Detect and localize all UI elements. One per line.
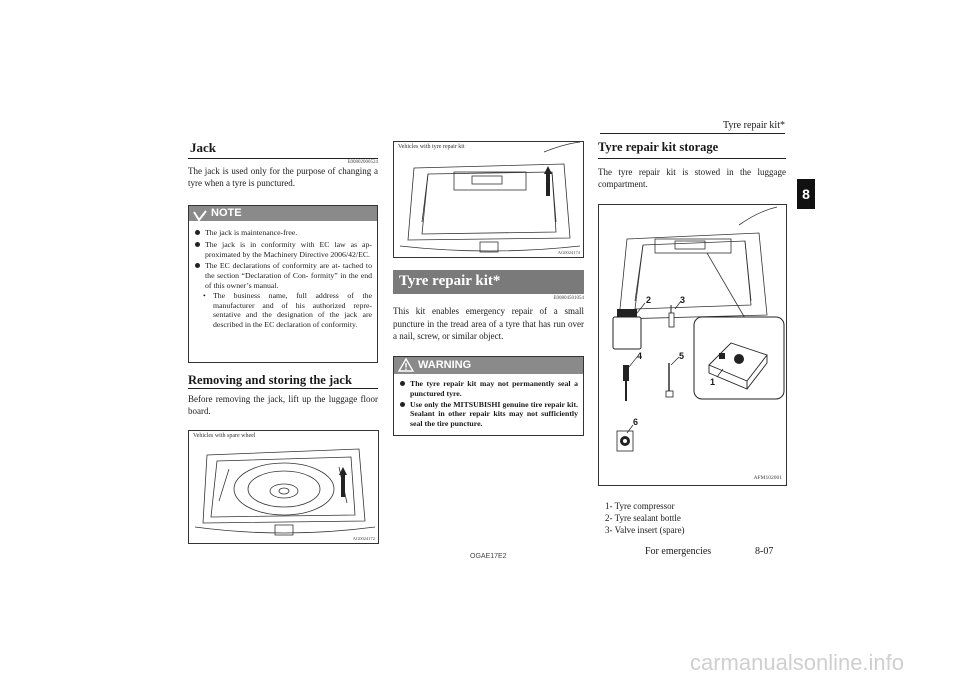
callout-label: 3 [680,295,686,305]
figure-id: AG0024174 [557,250,580,255]
storage-body: The tyre repair kit is stowed in the luggage compartment. [598,167,786,189]
footer-page: 8-07 [755,546,774,557]
note-icon [193,208,207,226]
callout-label: 1 [710,377,716,387]
warning-item: Use only the MITSUBISHI genuine tire repair kit. Sealant in other repair kits may not sufficiently seal the tire puncture. [398,400,578,429]
header-rule [600,133,785,134]
note-item: The jack is maintenance-free. [193,228,372,238]
sealant-bottle-icon [613,309,641,349]
note-box [188,205,378,363]
jack-body: The jack is used only for the purpose of changing a tyre when a tyre is punctured. [188,166,378,188]
warning-item: The tyre repair kit may not permanently seal a punctured tyre. [398,379,578,399]
valve-tool-icon [623,365,629,401]
storing-title: Removing and storing the jack [188,373,352,387]
parts-list-item: 3- Valve insert (spare) [605,525,685,535]
kit-body: This kit enables emergency repair of a small puncture in the tread area of a tyre that has run over a nail, screw, or similar object. [393,306,584,341]
warning-icon [398,358,414,377]
footer-code: OGAE17E2 [470,553,507,560]
kit-title-band [393,270,584,294]
valve-insert-icon [669,305,674,327]
spare-wheel-illustration [189,431,379,544]
spare-wheel-figure [188,430,379,544]
watermark: carmanualsonline.info [690,650,905,675]
tyre-repair-kit-figure [393,141,584,258]
pressure-tool-icon [666,363,673,397]
running-title: Tyre repair kit* [722,120,785,131]
storing-title-rule [188,388,378,389]
jack-code: E00802000524 [347,160,378,165]
kit-title: Tyre repair kit* [399,273,501,289]
callout-label: 5 [679,351,685,361]
callout-label: 4 [637,351,643,361]
figure-caption: Vehicles with spare wheel [193,433,256,439]
figure-caption: Vehicles with tyre repair kit [398,144,465,150]
kit-storage-illustration [599,205,787,486]
note-label: NOTE [211,207,242,219]
storage-title: Tyre repair kit storage [598,140,719,154]
callout-label: 6 [633,417,639,427]
parts-list-item: 1- Tyre compressor [605,501,675,511]
note-item: The EC declarations of conformity are at- tached to the section “Declaration of Con- formity” in the end of this owner’s manual. [193,261,372,290]
storage-title-rule [598,158,786,159]
compressor-inset [694,317,784,399]
storing-body: Before removing the jack, lift up the luggage floor board. [188,394,378,416]
kit-storage-figure [598,204,787,486]
speed-sticker-icon [617,431,633,451]
parts-list-item: 2- Tyre sealant bottle [605,513,681,523]
note-sub-item: • The business name, full address of the manufacturer and of his authorized repre- sentative and the designation of the jack are described in the EC declaration of conformity. [203,290,372,330]
chapter-tab: 8 [797,179,815,209]
parts-list [605,500,685,536]
warning-box [393,356,584,436]
note-item: The jack is in conformity with EC law as ap- proximated by the Machinery Directive 2006/42/EC. [193,240,372,260]
jack-title-rule [188,158,378,159]
figure-id: AFM102001 [753,475,782,481]
jack-title: Jack [190,140,216,155]
footer-section: For emergencies [645,546,712,557]
warning-label: WARNING [418,359,472,371]
tyre-repair-kit-illustration [394,142,584,258]
kit-code: E00804501054 [553,296,584,301]
figure-id: AG0024172 [352,536,375,541]
callout-label: 2 [646,295,652,305]
